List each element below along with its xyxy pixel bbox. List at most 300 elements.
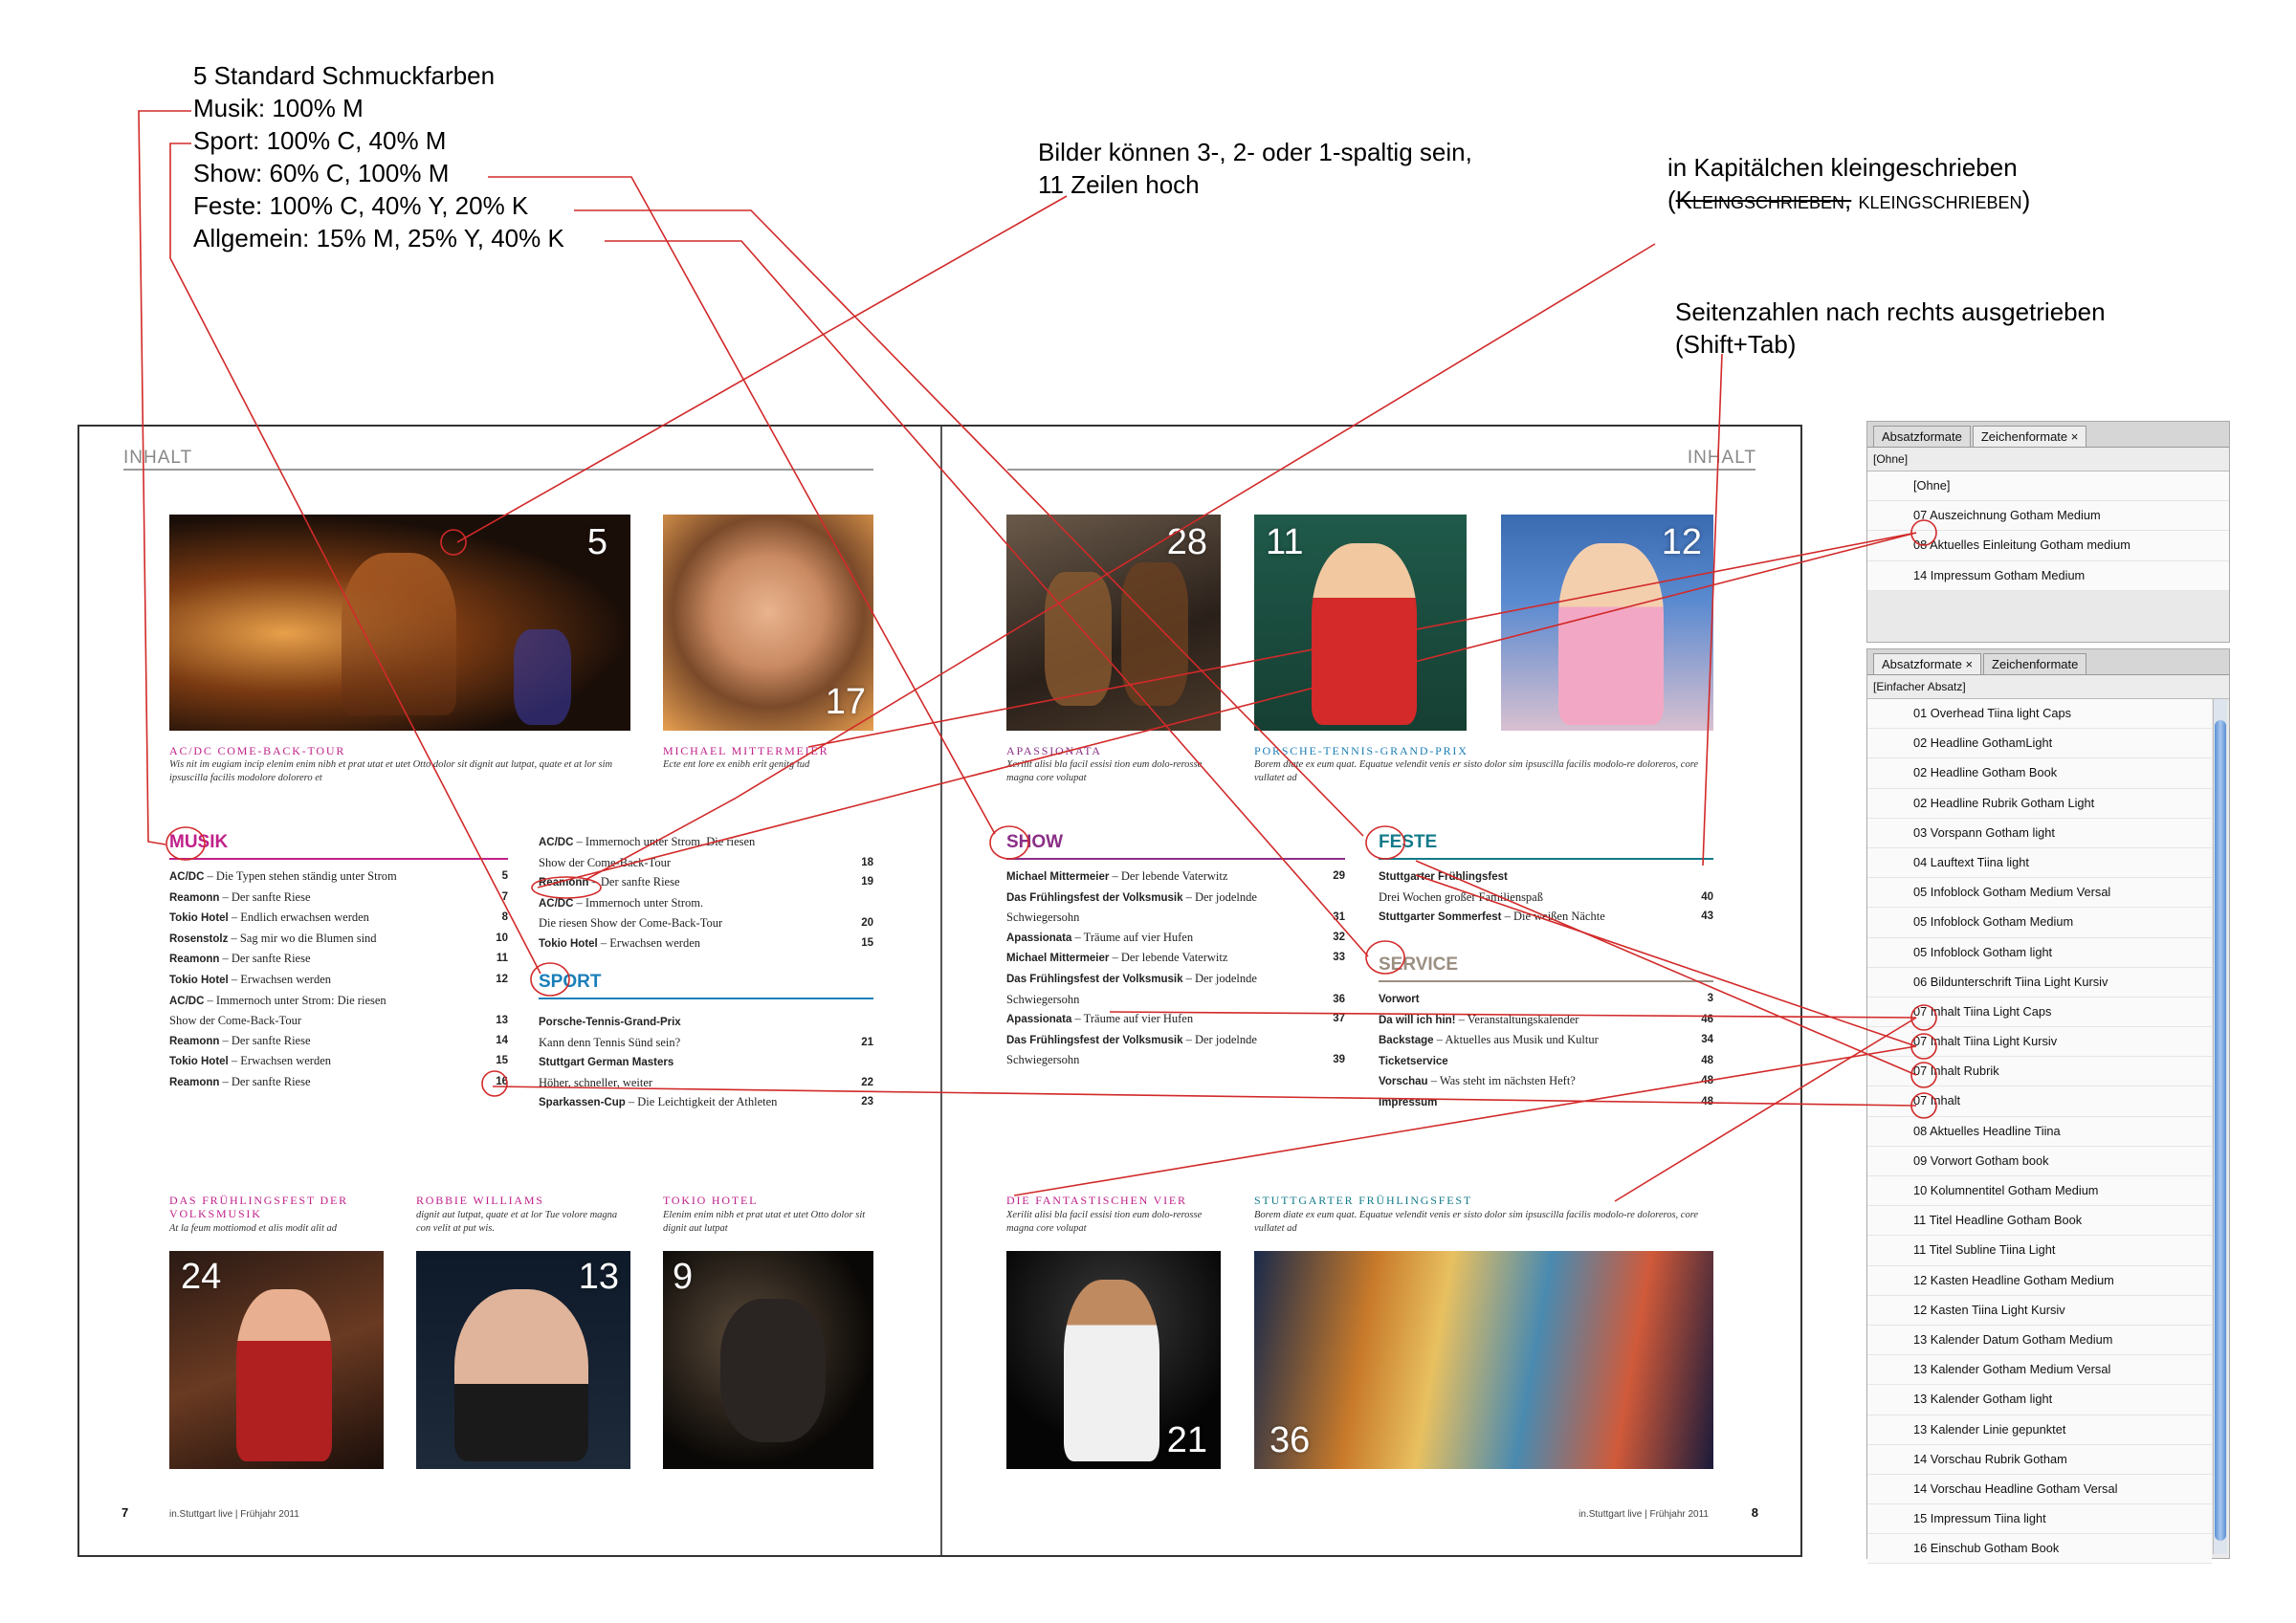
style-list-item[interactable]: 02 Headline Rubrik Gotham Light: [1867, 789, 2212, 819]
toc-entry: [1006, 969, 1345, 990]
toc-entry-text: [539, 933, 700, 954]
color-sport: Sport: 100% C, 40% M: [193, 126, 447, 155]
toc-entry-description: – Erwachsen werden: [228, 1054, 332, 1068]
style-list-item[interactable]: 01 Overhead Tiina light Caps: [1867, 699, 2212, 729]
toc-entry: [539, 1092, 873, 1113]
toc-entry-page: 34: [1701, 1034, 1713, 1046]
style-list-item[interactable]: 16 Einschub Gotham Book: [1867, 1534, 2212, 1564]
caption-title-fruehlingsfest: DAS FRÜHLINGSFEST DER VOLKSMUSIK: [169, 1194, 348, 1220]
toc-entry-description: – Der sanfte Riese: [588, 875, 680, 889]
style-list-item[interactable]: 06 Bildunterschrift Tiina Light Kursiv: [1867, 968, 2212, 998]
toc-entry-description: Schwiegersohn: [1006, 992, 1080, 1006]
toc-entry: [169, 949, 508, 970]
toc-entry-title: AC/DC: [169, 995, 205, 1007]
kapitaelchen-annotation: in Kapitälchen kleingeschrieben (Kleingschrieben, kleingschrieben): [1667, 153, 2031, 214]
style-list-item[interactable]: 08 Aktuelles Headline Tiina: [1867, 1117, 2212, 1147]
toc-entry-page: 40: [1701, 890, 1713, 903]
style-list-item[interactable]: 09 Vorwort Gotham book: [1867, 1147, 2212, 1176]
style-list-item[interactable]: 02 Headline Gotham Book: [1867, 758, 2212, 788]
toc-entry-text: [1379, 1030, 1599, 1051]
toc-entry: [1006, 1009, 1345, 1030]
toc-feste: [1379, 866, 1713, 928]
style-list-item[interactable]: 13 Kalender Datum Gotham Medium: [1867, 1326, 2212, 1355]
toc-entry-description: – Der jodelnde: [1182, 889, 1257, 904]
toc-entry-page: 36: [1333, 993, 1345, 1005]
toc-entry: [169, 866, 508, 888]
caption-title-apassionata: APASSIONATA: [1006, 744, 1102, 757]
toc-entry-description: – Der sanfte Riese: [219, 952, 311, 966]
toc-entry-text: [1006, 908, 1079, 928]
toc-entry-text: [1379, 1051, 1448, 1072]
toc-entry-description: Höher, schneller, weiter: [539, 1075, 653, 1089]
toc-entry: [169, 888, 508, 909]
toc-entry: [1006, 928, 1345, 949]
toc-entry-page: 22: [861, 1076, 873, 1088]
color-show: Show: 60% C, 100% M: [193, 159, 450, 187]
toc-entry-text: [1006, 948, 1227, 969]
toc-entry-text: [169, 908, 369, 929]
rubric-service: SERVICE: [1379, 954, 1459, 975]
scrollbar-thumb[interactable]: [2215, 720, 2226, 1541]
toc-entry: [1379, 1030, 1713, 1051]
pagenumbers-annotation: Seitenzahlen nach rechts ausgetrieben (Shift+Tab): [1675, 297, 2106, 359]
toc-entry: [1379, 1092, 1713, 1113]
style-list-item[interactable]: 05 Infoblock Gotham Medium: [1867, 908, 2212, 937]
rubric-feste: FESTE: [1379, 832, 1438, 852]
toc-entry: [169, 1011, 508, 1031]
toc-entry: [1379, 907, 1713, 928]
toc-entry: [1006, 948, 1345, 969]
toc-entry-page: 14: [496, 1034, 508, 1046]
toc-entry-text: [1379, 888, 1543, 908]
toc-entry-description: – Die weißen Nächte: [1501, 910, 1605, 924]
toc-entry-page: 21: [861, 1036, 873, 1048]
photo-apassionata-number: 28: [1166, 522, 1207, 562]
style-list-item[interactable]: 11 Titel Headline Gotham Book: [1867, 1206, 2212, 1236]
header-rule-right: [1007, 469, 1755, 471]
toc-entry-title: Vorschau: [1379, 1076, 1428, 1088]
toc-entry-page: 11: [496, 953, 508, 965]
toc-entry-title: Reamonn: [169, 1035, 220, 1047]
toc-entry: [169, 908, 508, 929]
toc-entry-title: Backstage: [1379, 1035, 1434, 1047]
style-list-item[interactable]: 05 Infoblock Gotham light: [1867, 938, 2212, 968]
style-list-item[interactable]: 13 Kalender Linie gepunktet: [1867, 1415, 2212, 1445]
toc-entry-text: [539, 913, 722, 933]
toc-entry-description: – Aktuelles aus Musik und Kultur: [1433, 1033, 1599, 1047]
toc-entry-text: [1006, 1050, 1079, 1070]
toc-entry-text: [1379, 989, 1420, 1010]
toc-entry-page: 31: [1333, 911, 1345, 924]
style-list-item[interactable]: 07 Inhalt Rubrik: [1867, 1057, 2212, 1086]
toc-entry-text: [169, 949, 311, 970]
toc-entry: [539, 893, 873, 914]
toc-entry-text: [1006, 928, 1193, 949]
style-list-item[interactable]: 13 Kalender Gotham Medium Versal: [1867, 1355, 2212, 1385]
toc-entry-description: – Die Leichtigkeit der Athleten: [625, 1095, 778, 1109]
tab-absatzformate-active[interactable]: Absatzformate ×: [1873, 653, 1981, 674]
toc-entry-title: Reamonn: [169, 954, 220, 966]
photo-apassionata: [1006, 515, 1221, 731]
style-list-item[interactable]: 10 Kolumnentitel Gotham Medium: [1867, 1176, 2212, 1206]
toc-entry-description: – Erwachsen werden: [228, 972, 332, 986]
toc-entry-text: [1006, 888, 1257, 909]
toc-entry-text: [169, 866, 397, 888]
toc-entry-page: 12: [496, 973, 508, 985]
toc-entry-text: [169, 1011, 301, 1031]
toc-entry-page: 3: [1707, 993, 1713, 1004]
toc-entry: [539, 832, 873, 853]
toc-entry-title: Da will ich hin!: [1379, 1014, 1456, 1026]
toc-entry-title: Tokio Hotel: [169, 974, 229, 986]
photo-fruehlingsfest: [169, 1251, 384, 1469]
toc-entry-title: Stuttgart German Masters: [539, 1057, 674, 1069]
toc-entry-page: 29: [1333, 870, 1345, 882]
footer-right: in.Stuttgart live | Frühjahr 2011: [1578, 1509, 1709, 1520]
toc-entry-title: AC/DC: [539, 897, 574, 910]
gutter: [940, 427, 942, 1555]
toc-show: [1006, 866, 1345, 1070]
caption-body-acdc: Wis nit im eugiam incip elenim enim nibh et prat utat et utet Otto dolor sit dignit aut lutpat, quate et at lor sim ipsuscilla facilis modolore dolorero et: [169, 759, 613, 783]
caption-body-tokio: Elenim enim nibh et prat utat et utet Otto dolor sit dignit aut lutpat: [663, 1210, 866, 1234]
caption-body-stuttgarter: Borem diate ex eum quat. Equatue velendit venis er sisto dolor sim ipsuscilla facilis modolo-re doloreros, core vullatet ad: [1254, 1210, 1699, 1234]
toc-entry-page: 39: [1333, 1054, 1345, 1066]
toc-entry-page: 5: [501, 870, 508, 882]
style-list-item[interactable]: 14 Impressum Gotham Medium: [1867, 561, 2229, 591]
rubric-show: SHOW: [1006, 832, 1064, 852]
toc-entry: [1006, 908, 1345, 928]
toc-entry-page: 16: [496, 1075, 508, 1087]
toc-entry-text: [1379, 1071, 1576, 1092]
toc-entry-page: 43: [1701, 910, 1713, 923]
toc-entry-text: [539, 1073, 652, 1093]
toc-entry-title: Tokio Hotel: [169, 1056, 229, 1068]
toc-service: [1379, 989, 1713, 1113]
toc-entry: [539, 1033, 873, 1053]
toc-sport: [539, 1012, 873, 1113]
photo-fantastischen-number: 21: [1166, 1420, 1207, 1460]
toc-entry-text: [169, 1031, 311, 1052]
toc-entry-description: Kann denn Tennis Sünd sein?: [539, 1035, 681, 1049]
toc-entry-description: – Der jodelnde: [1182, 971, 1257, 985]
toc-entry: [1379, 1010, 1713, 1031]
colors-title: 5 Standard Schmuckfarben: [193, 61, 496, 90]
right-example: kleingschrieben: [1851, 186, 2022, 214]
photo-fruehlingsfest-number: 24: [181, 1257, 222, 1297]
current-style: [Ohne]: [1867, 448, 2229, 472]
style-list-item[interactable]: 13 Kalender Gotham light: [1867, 1385, 2212, 1415]
toc-entry: [1006, 866, 1345, 888]
toc-entry-title: Michael Mittermeier: [1006, 871, 1110, 883]
toc-entry-title: Das Frühlingsfest der Volksmusik: [1006, 1034, 1183, 1046]
toc-entry-page: 10: [496, 932, 508, 944]
toc-entry-page: 15: [496, 1055, 508, 1067]
toc-entry-text: [169, 929, 377, 950]
toc-entry-text: [169, 1072, 311, 1093]
toc-entry-title: Porsche-Tennis-Grand-Prix: [539, 1017, 681, 1028]
header-left: INHALT: [123, 448, 193, 468]
toc-entry-page: 18: [861, 856, 873, 868]
style-list-item[interactable]: 15 Impressum Tiina light: [1867, 1504, 2212, 1534]
magazine-spread: [77, 425, 1802, 1557]
style-list-item[interactable]: 14 Vorschau Rubrik Gotham: [1867, 1445, 2212, 1475]
toc-entry-title: Tokio Hotel: [539, 937, 598, 950]
style-list-item[interactable]: [Ohne]: [1867, 472, 2229, 501]
toc-entry-page: 15: [861, 936, 873, 949]
toc-entry: [169, 970, 508, 991]
toc-entry-page: 7: [501, 890, 508, 903]
toc-entry-description: – Immernoch unter Strom: Die riesen: [204, 993, 386, 1007]
caption-body-mittermeier: Ecte ent lore ex enibh erit genitg tud: [663, 759, 810, 770]
toc-entry-page: 13: [496, 1015, 508, 1027]
toc-entry-title: Stuttgarter Frühlingsfest: [1379, 871, 1508, 883]
toc-entry: [169, 1072, 508, 1093]
toc-entry-description: – Der lebende Vaterwitz: [1109, 869, 1228, 883]
style-list-item[interactable]: 12 Kasten Tiina Light Kursiv: [1867, 1296, 2212, 1326]
style-list-item[interactable]: 02 Headline GothamLight: [1867, 729, 2212, 758]
toc-entry: [1006, 1050, 1345, 1070]
toc-entry: [169, 1031, 508, 1052]
toc-entry: [169, 1051, 508, 1072]
toc-entry-description: – Der sanfte Riese: [219, 889, 311, 904]
toc-entry: [539, 872, 873, 893]
toc-entry-title: Rosenstolz: [169, 932, 229, 945]
toc-entry-description: – Der lebende Vaterwitz: [1109, 951, 1228, 965]
tab-zeichenformate-inactive[interactable]: Zeichenformate: [1983, 653, 2086, 674]
toc-entry-title: Apassionata: [1006, 1014, 1072, 1026]
toc-entry-text: [539, 853, 671, 873]
caption-title-mittermeier: MICHAEL MITTERMEIER: [663, 744, 829, 757]
rubric-sport: SPORT: [539, 972, 602, 992]
toc-entry-title: Das Frühlingsfest der Volksmusik: [1006, 973, 1183, 985]
toc-entry: [1006, 1030, 1345, 1051]
page-number-right: 8: [1751, 1505, 1758, 1520]
rubric-show-rule: [1006, 858, 1345, 860]
toc-entry-description: – Träume auf vier Hufen: [1071, 1012, 1194, 1026]
toc-entry-text: [539, 872, 680, 893]
toc-entry-description: – Der jodelnde: [1182, 1032, 1257, 1046]
toc-entry: [539, 853, 873, 873]
toc-entry-text: [1006, 1030, 1257, 1051]
toc-entry-page: 48: [1701, 1075, 1713, 1087]
color-allgemein: Allgemein: 15% M, 25% Y, 40% K: [193, 224, 564, 252]
toc-entry-text: [539, 893, 703, 914]
toc-entry: [169, 991, 508, 1012]
toc-entry-page: 33: [1333, 952, 1345, 964]
header-right: INHALT: [1687, 448, 1756, 468]
photo-acdc-number: 5: [586, 522, 607, 562]
toc-entry-title: Reamonn: [169, 1076, 220, 1088]
caption-body-apassionata: Xerilit alisi bla facil essisi tion eum dolo-rerosse magna core volupat: [1006, 759, 1203, 783]
toc-entry: [539, 913, 873, 933]
toc-entry-text: [539, 1052, 673, 1073]
toc-entry-text: [1006, 969, 1257, 990]
photo-tennis1-number: 11: [1266, 522, 1304, 562]
photo-fantastischen: [1006, 1251, 1221, 1469]
toc-entry-description: – Immernoch unter Strom. Die riesen: [573, 835, 756, 848]
color-feste: Feste: 100% C, 40% Y, 20% K: [193, 191, 529, 220]
photo-mittermeier: [663, 515, 873, 731]
toc-entry-description: – Endlich erwachsen werden: [228, 910, 369, 925]
toc-entry: [539, 1073, 873, 1093]
caption-body-fruehlingsfest: At la feum mottiomod et alis modit alit ad: [169, 1223, 337, 1234]
rubric-musik-rule: [169, 858, 508, 860]
toc-entry-title: AC/DC: [539, 837, 574, 848]
photo-mittermeier-number: 17: [825, 682, 866, 722]
rubric-service-rule: [1379, 980, 1713, 982]
toc-entry-text: [1379, 1010, 1578, 1031]
toc-entry: [1379, 888, 1713, 908]
caption-title-porsche: PORSCHE-TENNIS-GRAND-PRIX: [1254, 744, 1468, 757]
style-list-item[interactable]: 07 Inhalt Tiina Light Kursiv: [1867, 1027, 2212, 1057]
toc-entry-description: – Immernoch unter Strom.: [573, 895, 704, 910]
toc-entry-description: – Der sanfte Riese: [219, 1033, 311, 1047]
images-annotation: Bilder können 3-, 2- oder 1-spaltig sein, 11 Zeilen hoch: [1038, 138, 1472, 199]
caption-title-acdc: AC/DC COME-BACK-TOUR: [169, 744, 346, 757]
style-list-item[interactable]: 08 Aktuelles Einleitung Gotham medium: [1867, 531, 2229, 560]
toc-entry-description: – Der sanfte Riese: [219, 1074, 311, 1088]
toc-entry-description: Schwiegersohn: [1006, 1053, 1080, 1067]
toc-musik-left: [169, 866, 508, 1093]
toc-entry-text: [169, 1051, 331, 1072]
caption-body-robbie: dignit aut lutpat, quate et at lor Tue volore magna con velit at put wis.: [416, 1210, 618, 1234]
toc-entry-page: 48: [1701, 1054, 1713, 1066]
toc-entry-title: Apassionata: [1006, 932, 1072, 944]
paragraph-styles-panel: [1866, 648, 2230, 1559]
toc-entry-page: 37: [1333, 1013, 1345, 1025]
toc-entry-title: Reamonn: [539, 877, 589, 889]
toc-entry-description: – Veranstaltungskalender: [1455, 1012, 1579, 1026]
color-musik: Musik: 100% M: [193, 94, 364, 122]
toc-entry-description: – Die Typen stehen ständig unter Strom: [204, 869, 397, 883]
toc-entry-text: [539, 1033, 680, 1053]
toc-entry-text: [539, 1092, 777, 1113]
photo-tennis2: [1501, 515, 1713, 731]
caption-body-fantastischen: Xerilit alisi bla facil essisi tion eum dolo-rerosse magna core volupat: [1006, 1210, 1203, 1234]
panel-tabs: [1867, 422, 2229, 448]
toc-entry-description: Schwiegersohn: [1006, 910, 1080, 925]
caption-title-robbie: ROBBIE WILLIAMS: [416, 1194, 544, 1207]
toc-entry-page: 20: [861, 917, 873, 930]
toc-entry-description: Show der Come-Back-Tour: [539, 855, 671, 869]
caption-title-fantastischen: DIE FANTASTISCHEN VIER: [1006, 1194, 1187, 1207]
paragraph-style-list: [1867, 699, 2212, 1564]
character-style-list: [1867, 472, 2229, 591]
toc-entry-title: Sparkassen-Cup: [539, 1097, 626, 1109]
toc-entry-page: 8: [501, 911, 508, 924]
toc-entry-description: Die riesen Show der Come-Back-Tour: [539, 916, 723, 931]
toc-entry-title: Tokio Hotel: [169, 912, 229, 925]
rubric-sport-rule: [539, 998, 873, 999]
toc-entry-text: [1006, 1009, 1193, 1030]
style-list-item[interactable]: 12 Kasten Headline Gotham Medium: [1867, 1266, 2212, 1296]
toc-entry-text: [1379, 866, 1508, 888]
toc-entry-page: 48: [1701, 1095, 1713, 1108]
toc-entry: [169, 929, 508, 950]
toc-entry-title: Michael Mittermeier: [1006, 953, 1110, 965]
tab-absatzformate[interactable]: Absatzformate: [1873, 426, 1971, 447]
toc-entry-title: Ticketservice: [1379, 1055, 1448, 1067]
toc-entry-title: Stuttgarter Sommerfest: [1379, 911, 1502, 924]
photo-robbie-number: 13: [578, 1257, 619, 1297]
toc-entry-description: – Erwachsen werden: [597, 935, 701, 950]
style-list-item[interactable]: 07 Inhalt: [1867, 1086, 2212, 1116]
toc-entry-text: [539, 1012, 681, 1033]
tab-zeichenformate[interactable]: Zeichenformate ×: [1973, 426, 2087, 447]
toc-entry-description: – Was steht im nächsten Heft?: [1427, 1074, 1576, 1088]
toc-entry-description: Drei Wochen großer Familienspaß: [1379, 889, 1543, 904]
toc-entry-title: Impressum: [1379, 1096, 1438, 1108]
caption-body-porsche: Borem diate ex eum quat. Equatue velendit venis er sisto dolor sim ipsuscilla facilis modolo-re doloreros, core vullatet ad: [1254, 759, 1699, 783]
toc-entry-description: – Sag mir wo die Blumen sind: [228, 931, 377, 945]
color-annotation: [193, 59, 564, 254]
style-list-item[interactable]: 11 Titel Subline Tiina Light: [1867, 1236, 2212, 1265]
toc-entry: [539, 933, 873, 954]
toc-entry: [1006, 888, 1345, 909]
photo-tokio-number: 9: [673, 1257, 694, 1297]
photo-stuttgarter: [1254, 1251, 1713, 1469]
toc-entry: [1006, 990, 1345, 1010]
toc-entry-description: – Träume auf vier Hufen: [1071, 930, 1194, 944]
toc-entry-text: [1006, 866, 1227, 888]
style-list-item[interactable]: 04 Lauftext Tiina light: [1867, 848, 2212, 878]
toc-entry-description: Show der Come-Back-Tour: [169, 1014, 301, 1028]
toc-entry-page: 32: [1333, 931, 1345, 943]
toc-musik-right: [539, 832, 873, 954]
photo-robbie: [416, 1251, 630, 1469]
rubric-musik: MUSIK: [169, 832, 229, 852]
toc-entry: [539, 1052, 873, 1073]
photo-tokio: [663, 1251, 873, 1469]
character-styles-panel: [1866, 421, 2230, 643]
toc-entry: [1379, 1071, 1713, 1092]
style-list-item[interactable]: 07 Auszeichnung Gotham Medium: [1867, 501, 2229, 531]
style-list-item[interactable]: 05 Infoblock Gotham Medium Versal: [1867, 878, 2212, 908]
style-list-item[interactable]: 07 Inhalt Tiina Light Caps: [1867, 998, 2212, 1027]
toc-entry-text: [169, 970, 331, 991]
toc-entry-text: [1379, 907, 1605, 928]
rubric-feste-rule: [1379, 858, 1713, 860]
photo-stuttgarter-number: 36: [1269, 1420, 1311, 1460]
photo-tennis1: [1254, 515, 1467, 731]
toc-entry-title: AC/DC: [169, 871, 205, 883]
toc-entry-page: 46: [1701, 1013, 1713, 1025]
toc-entry: [1379, 866, 1713, 888]
scrollbar[interactable]: [2213, 699, 2227, 1554]
toc-entry-page: 19: [861, 876, 873, 888]
style-list-item[interactable]: 03 Vorspann Gotham light: [1867, 819, 2212, 848]
toc-entry-title: Das Frühlingsfest der Volksmusik: [1006, 891, 1183, 904]
toc-entry-title: Reamonn: [169, 891, 220, 904]
toc-entry-text: [1379, 1092, 1437, 1113]
photo-acdc: [169, 515, 630, 731]
toc-entry: [1379, 1051, 1713, 1072]
current-paragraph-style: [Einfacher Absatz]: [1867, 675, 2229, 699]
header-rule-left: [123, 469, 873, 471]
toc-entry: [1379, 989, 1713, 1010]
style-list-item[interactable]: 14 Vorschau Headline Gotham Versal: [1867, 1475, 2212, 1504]
caption-title-stuttgarter: STUTTGARTER FRÜHLINGSFEST: [1254, 1194, 1472, 1207]
toc-entry-page: 23: [861, 1096, 873, 1108]
photo-tennis2-number: 12: [1661, 522, 1702, 562]
toc-entry-text: [1006, 990, 1079, 1010]
page-number-left: 7: [121, 1505, 129, 1520]
footer-left: in.Stuttgart live | Frühjahr 2011: [169, 1509, 299, 1520]
toc-entry-text: [539, 832, 755, 853]
toc-entry-title: Vorwort: [1379, 994, 1420, 1005]
wrong-example: Kleingschrieben,: [1675, 186, 1852, 214]
caption-title-tokio: TOKIO HOTEL: [663, 1194, 759, 1207]
